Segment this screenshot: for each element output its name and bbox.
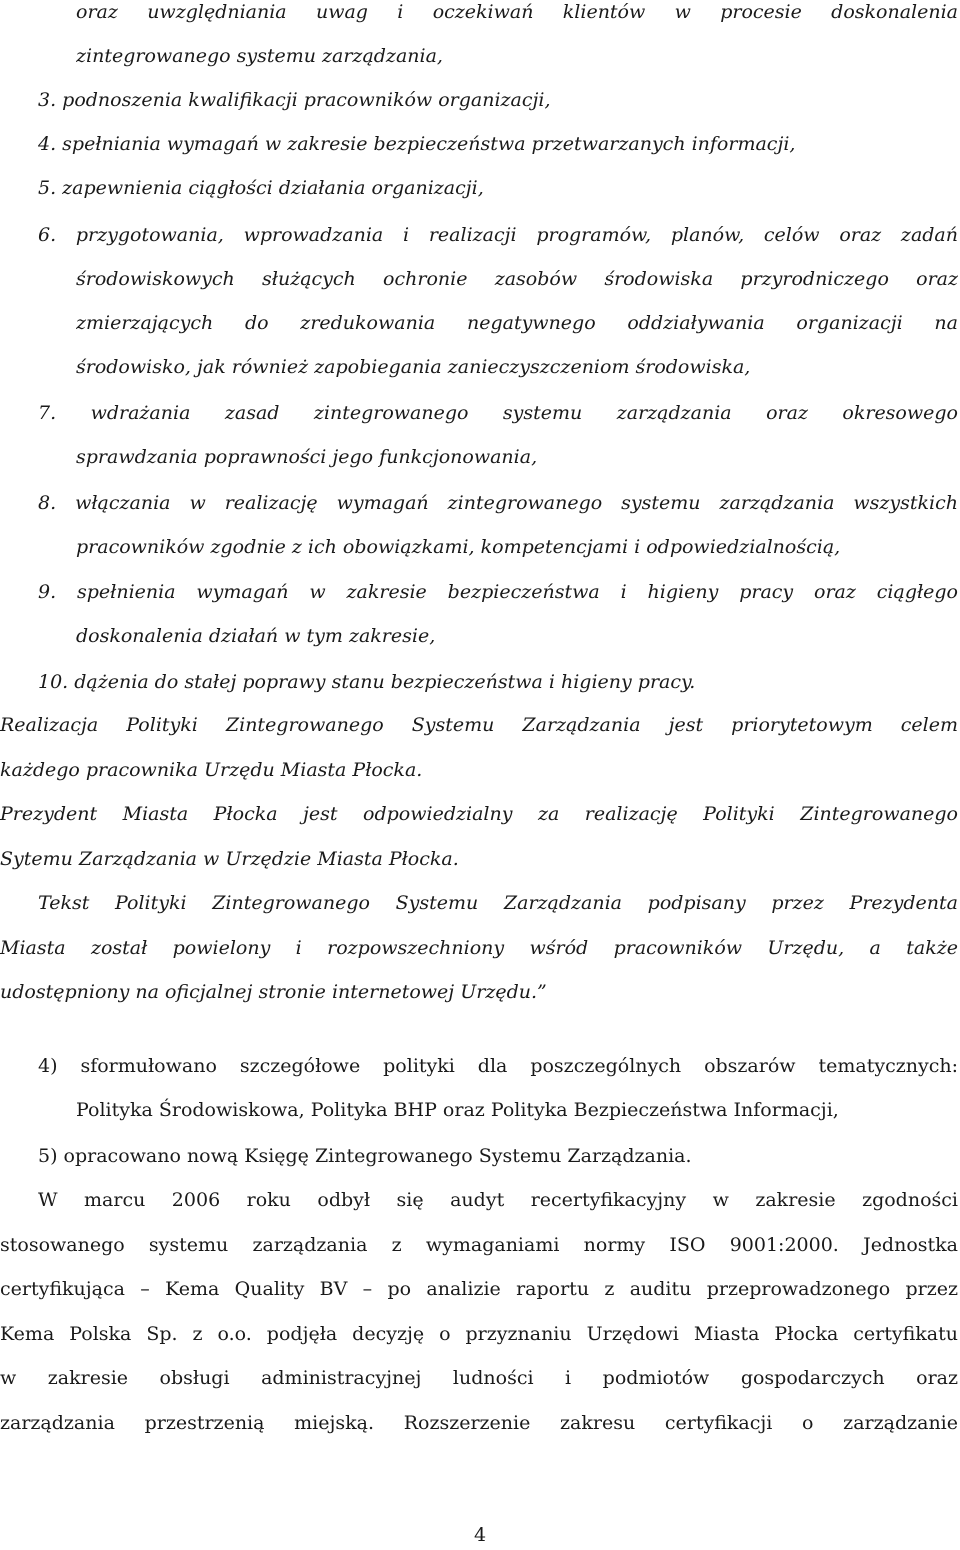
text-line: 5) opracowano nową Księgę Zintegrowanego Systemu Zarządzania.: [38, 1145, 692, 1167]
text-line: udostępniony na oficjalnej stronie internetowej Urzędu.”: [0, 981, 547, 1003]
text-line: 9. spełnienia wymagań w zakresie bezpieczeństwa i higieny pracy oraz ciągłego: [38, 581, 958, 603]
text-line: w zakresie obsługi administracyjnej ludności i podmiotów gospodarczych oraz: [0, 1367, 958, 1389]
text-line: 10. dążenia do stałej poprawy stanu bezpieczeństwa i higieny pracy.: [38, 671, 696, 693]
text-line: doskonalenia działań w tym zakresie,: [76, 625, 436, 647]
text-line: zintegrowanego systemu zarządzania,: [76, 45, 443, 67]
text-line: środowisko, jak również zapobiegania zanieczyszczeniom środowiska,: [76, 356, 751, 378]
text-line: Miasta został powielony i rozpowszechniony wśród pracowników Urzędu, a także: [0, 937, 958, 959]
text-line: Sytemu Zarządzania w Urzędzie Miasta Płocka.: [0, 848, 459, 870]
text-line: zmierzających do zredukowania negatywnego oddziaływania organizacji na: [76, 312, 958, 334]
text-line: środowiskowych służących ochronie zasobów środowiska przyrodniczego oraz: [76, 268, 958, 290]
text-line: 4. spełniania wymagań w zakresie bezpieczeństwa przetwarzanych informacji,: [38, 133, 796, 155]
page-number: 4: [473, 1524, 487, 1546]
text-line: oraz uwzględniania uwag i oczekiwań klientów w procesie doskonalenia: [76, 1, 958, 23]
text-line: 8. włączania w realizację wymagań zintegrowanego systemu zarządzania wszystkich: [38, 492, 958, 514]
text-line: 3. podnoszenia kwalifikacji pracowników organizacji,: [38, 89, 551, 111]
text-line: Realizacja Polityki Zintegrowanego Systemu Zarządzania jest priorytetowym celem: [0, 714, 958, 736]
text-line: Kema Polska Sp. z o.o. podjęła decyzję o przyznaniu Urzędowi Miasta Płocka certyfikatu: [0, 1323, 958, 1345]
text-line: stosowanego systemu zarządzania z wymaganiami normy ISO 9001:2000. Jednostka: [0, 1234, 958, 1256]
text-line: pracowników zgodnie z ich obowiązkami, kompetencjami i odpowiedzialnością,: [76, 536, 841, 558]
text-line: Polityka Środowiskowa, Polityka BHP oraz Polityka Bezpieczeństwa Informacji,: [76, 1099, 839, 1121]
text-line: Tekst Polityki Zintegrowanego Systemu Zarządzania podpisany przez Prezydenta: [38, 892, 958, 914]
text-line: każdego pracownika Urzędu Miasta Płocka.: [0, 759, 423, 781]
text-line: 6. przygotowania, wprowadzania i realizacji programów, planów, celów oraz zadań: [38, 224, 958, 246]
text-line: 7. wdrażania zasad zintegrowanego systemu zarządzania oraz okresowego: [38, 402, 958, 424]
text-line: W marcu 2006 roku odbył się audyt recertyfikacyjny w zakresie zgodności: [38, 1189, 958, 1211]
text-line: zarządzania przestrzenią miejską. Rozszerzenie zakresu certyfikacji o zarządzanie: [0, 1412, 958, 1434]
text-line: 5. zapewnienia ciągłości działania organizacji,: [38, 177, 484, 199]
text-line: Prezydent Miasta Płocka jest odpowiedzialny za realizację Polityki Zintegrowanego: [0, 803, 958, 825]
text-line: 4) sformułowano szczegółowe polityki dla poszczególnych obszarów tematycznych:: [38, 1055, 958, 1077]
text-line: certyfikująca – Kema Quality BV – po analizie raportu z auditu przeprowadzonego przez: [0, 1278, 958, 1300]
text-line: sprawdzania poprawności jego funkcjonowania,: [76, 446, 538, 468]
